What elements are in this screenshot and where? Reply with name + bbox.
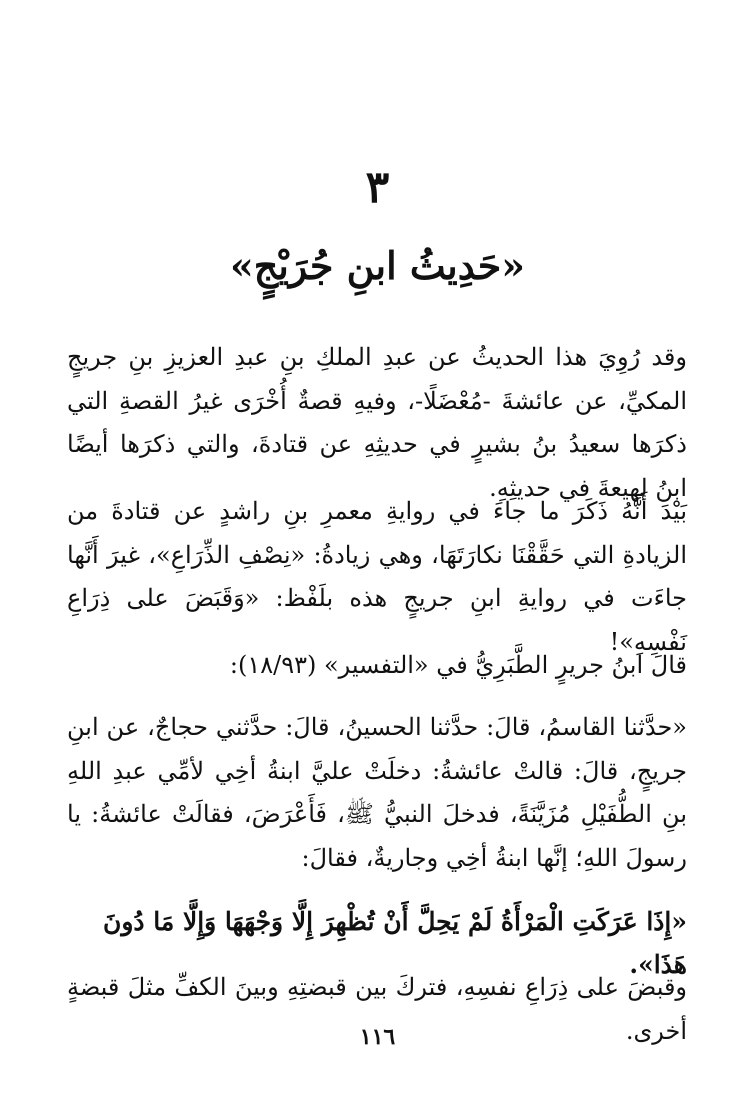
page-number: ١١٦ [359,1024,396,1050]
paragraph-intro: وقد رُوِيَ هذا الحديثُ عن عبدِ الملكِ بنِ عبدِ العزيزِ بنِ جريجٍ المكيِّ، عن عائشةَ -مُعْضَلًا-، وفيهِ قصةٌ أُخْرَى غيرُ القصةِ التي ذكرَها سعيدُ بنُ بشيرٍ في حديثِهِ عن قتادةَ، والتي ذكرَها أيضًا ابنُ لهيعةَ في حديثِهِ. [67,343,687,502]
paragraph-citation: قالَ ابنُ جريرٍ الطَّبَرِيُّ في «التفسير» (١٨/٩٣): [229,651,687,679]
paragraph-addition: بَيْدَ أَنَّهُ ذَكَرَ ما جاءَ في روايةِ معمرِ بنِ راشدٍ عن قتادةَ من الزيادةِ التي حَقَّقْنَا نكارَتَهَا، وهي زيادةُ: «نِصْفِ الذِّرَاعِ»، غيرَ أَنَّها جاءَت في روايةِ ابنِ جريجٍ هذه بلَفْظ: «وَقَبَضَ على ذِرَاعِ نَفْسِهِ»! [67,497,687,656]
chapter-number: ٣ [365,162,390,213]
hadith-quote: «إِذَا عَرَكَتِ الْمَرْأَةُ لَمْ يَحِلَّ أَنْ تُظْهِرَ إِلَّا وَجْهَهَا وَإِلَّا مَا دُونَ هَذَا». [102,907,687,979]
paragraph-closing: وقبضَ على ذِرَاعِ نفسِهِ، فتركَ بين قبضتِهِ وبينَ الكفِّ مثلَ قبضةٍ أخرى. [67,973,687,1045]
paragraph-isnad: «حدَّثنا القاسمُ، قالَ: حدَّثنا الحسينُ، قالَ: حدَّثني حجاجٌ، عن ابنِ جريجٍ، قالَ: قالتْ عائشةُ: دخلَتْ عليَّ ابنةُ أخِي لأمِّي عبدِ اللهِ بنِ الطُّفَيْلِ مُزَيَّنَةً، فدخلَ النبيُّ ﷺ، فَأَعْرَضَ، فقالَتْ عائشةُ: يا رسولَ اللهِ؛ إنَّها ابنةُ أخِي وجاريةٌ، فقالَ: [67,713,688,872]
chapter-title: «حَدِيثُ ابنِ جُرَيْجٍ» [230,243,525,288]
